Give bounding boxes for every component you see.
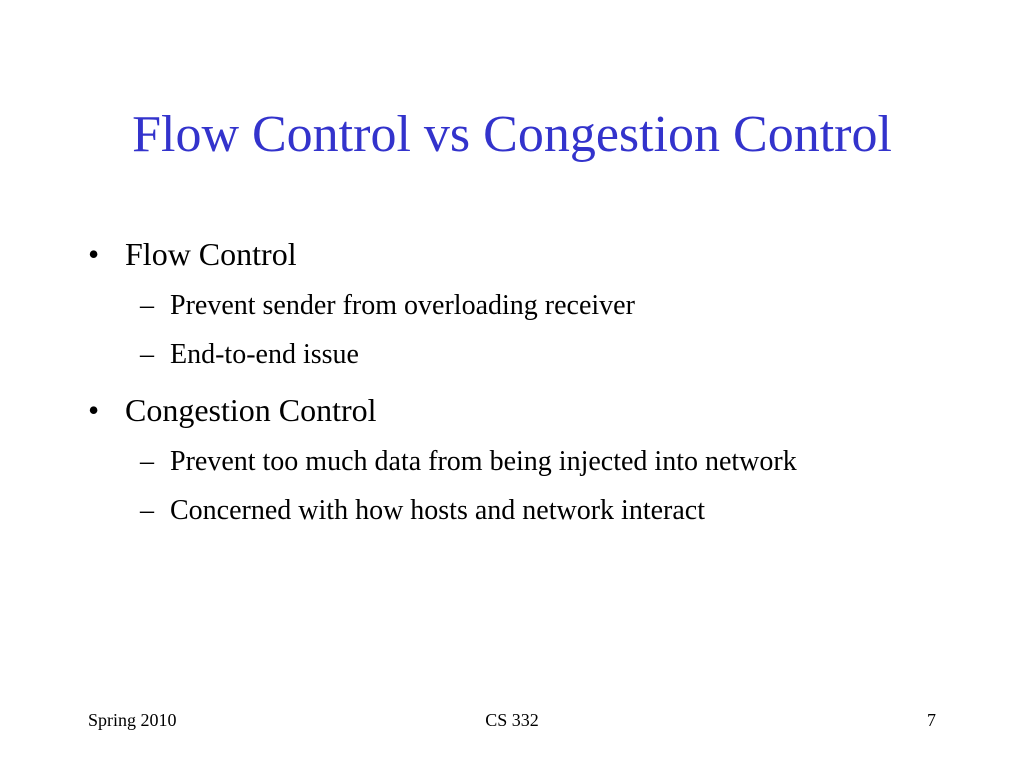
sub-bullet-marker: – (140, 446, 154, 477)
footer-course: CS 332 (485, 710, 539, 730)
slide-title: Flow Control vs Congestion Control (132, 106, 892, 163)
bullet-text: Congestion Control (125, 392, 377, 428)
bullet-marker: • (88, 236, 100, 272)
bullet-text: Flow Control (125, 236, 297, 272)
sub-bullet-marker: – (140, 290, 154, 321)
sub-bullet-text: End-to-end issue (170, 339, 359, 370)
sub-bullet-text: Prevent too much data from being injected into network (170, 446, 797, 477)
bullet-marker: • (88, 392, 100, 428)
footer-date: Spring 2010 (88, 710, 177, 730)
footer-page-number: 7 (927, 710, 936, 730)
sub-bullet-marker: – (140, 339, 154, 370)
sub-bullet-text: Prevent sender from overloading receiver (170, 290, 635, 321)
sub-bullet-text: Concerned with how hosts and network interact (170, 495, 705, 526)
sub-bullet-marker: – (140, 495, 154, 526)
